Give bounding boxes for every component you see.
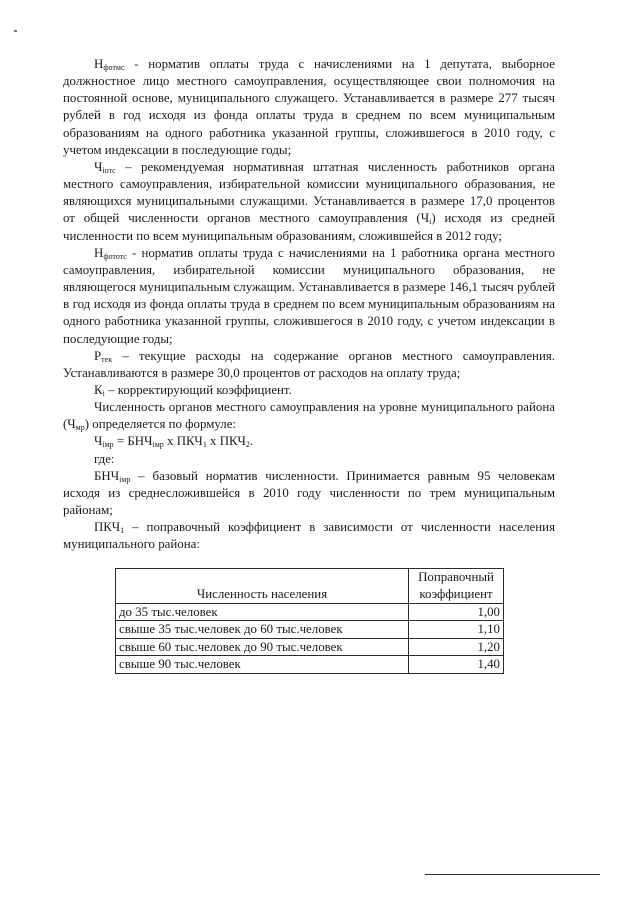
symbol-subscript: фототс [103,251,127,261]
symbol-subscript: iотс [102,165,116,175]
coefficient-cell: 1,00 [409,603,504,621]
paragraph-n-fotms [63,56,555,159]
inline-subscript: i [429,217,432,227]
paragraph-ch-iots [63,159,555,245]
coefficient-cell: 1,10 [409,621,504,639]
where-label: где: [94,451,115,466]
symbol-subscript: i [102,388,105,398]
symbol: Р [94,348,102,363]
paragraph-pkch1 [63,519,555,553]
formula [63,433,555,450]
formula-part: = БНЧ [113,434,153,449]
paragraph-staff-count [63,399,555,433]
paragraph-text: – рекомендуемая нормативная штатная численность работников органа местного самоуправления, избирательной комиссии муниципального образования, не являющихся муниципальными служащими. Устанавливается в размере 17,0 процентов от общей численности органов местного самоуправления (Ч [63,159,555,226]
formula-subscript: 1 [202,440,207,450]
formula-part: х ПКЧ [163,434,203,449]
formula-part: Ч [94,434,103,449]
table-header-row [116,568,504,603]
symbol: БНЧ [94,468,120,483]
table-row [116,638,504,656]
paragraph-bnch [63,468,555,519]
symbol: Н [94,245,104,260]
symbol-subscript: тек [101,354,113,364]
population-cell: до 35 тыс.человек [116,603,409,621]
formula-subscript: iмр [152,440,164,450]
symbol-subscript: iмр [119,474,131,484]
table-row [116,621,504,639]
table-row [116,603,504,621]
population-cell: свыше 60 тыс.человек до 90 тыс.человек [116,638,409,656]
symbol-subscript: 1 [120,526,125,536]
symbol: Н [94,57,104,71]
paragraph-n-fotots [63,245,555,348]
coefficient-cell: 1,20 [409,638,504,656]
formula-part: . [249,434,254,449]
paragraph-text-tail: ) определяется по формуле: [84,417,237,432]
paragraph-text: – базовый норматив численности. Принимается равным 95 человекам исходя из среднесложившейся в 2010 году численности по трем муниципальным районам; [63,468,555,518]
header-coefficient: Поправочный коэффициент [409,568,504,603]
symbol: К [94,382,103,397]
symbol: ПКЧ [94,520,121,535]
header-population: Численность населения [116,568,409,603]
symbol-subscript: фотмс [103,63,125,72]
table-row [116,656,504,674]
paragraph-text: Численность органов местного самоуправления на уровне муниципального района (Ч [63,400,555,432]
paragraph-text: – корректирующий коэффициент. [104,382,292,397]
paragraph-k-i [63,382,555,399]
bottom-rule [425,874,600,875]
coefficient-table [115,568,504,674]
paragraph-text: - норматив оплаты труда с начислениями на 1 работника органа местного самоуправления, избирательной комиссии муниципального образования, не являющегося муниципальным служащим. Устанавливается в размере 146,1 тысяч рублей в год исходя из фонда оплаты труда в среднем по всем муниципальным образованиям на одного работника указанной группы, сложившегося в 2010 году, с учетом индексации в последующие годы; [63,245,555,346]
paragraph-text: – текущие расходы на содержание органов местного самоуправления. Устанавливаются в размере 30,0 процентов от расходов на оплату труда; [63,348,555,380]
inline-subscript: мр [75,423,85,433]
paragraph-r-tek [63,348,555,382]
paragraph-text-tail: ) исходя из средней численности по всем муниципальным образованиям, сложившейся в 2012 году; [63,211,555,243]
document-body [63,56,555,674]
formula-subscript: 2 [245,440,250,450]
paragraph-text: - норматив оплаты труда с начислениями на 1 депутата, выборное должностное лицо местного самоуправления, осуществляющее свои полномочия на постоянной основе, муниципального служащего. Устанавливается в размере 277 тысяч рублей в год исходя из фонда оплаты труда в среднем по всем муниципальным образованиям на одного работника указанной группы, сложившегося в 2010 году, с учетом индексации в последующие годы; [63,57,555,157]
scan-mark [14,30,17,32]
symbol: Ч [94,159,103,174]
population-cell: свыше 35 тыс.человек до 60 тыс.человек [116,621,409,639]
paragraph-text: – поправочный коэффициент в зависимости от численности населения муниципального района: [63,520,555,552]
formula-part: х ПКЧ [206,434,246,449]
formula-subscript: iмр [102,440,114,450]
coefficient-cell: 1,40 [409,656,504,674]
population-cell: свыше 90 тыс.человек [116,656,409,674]
